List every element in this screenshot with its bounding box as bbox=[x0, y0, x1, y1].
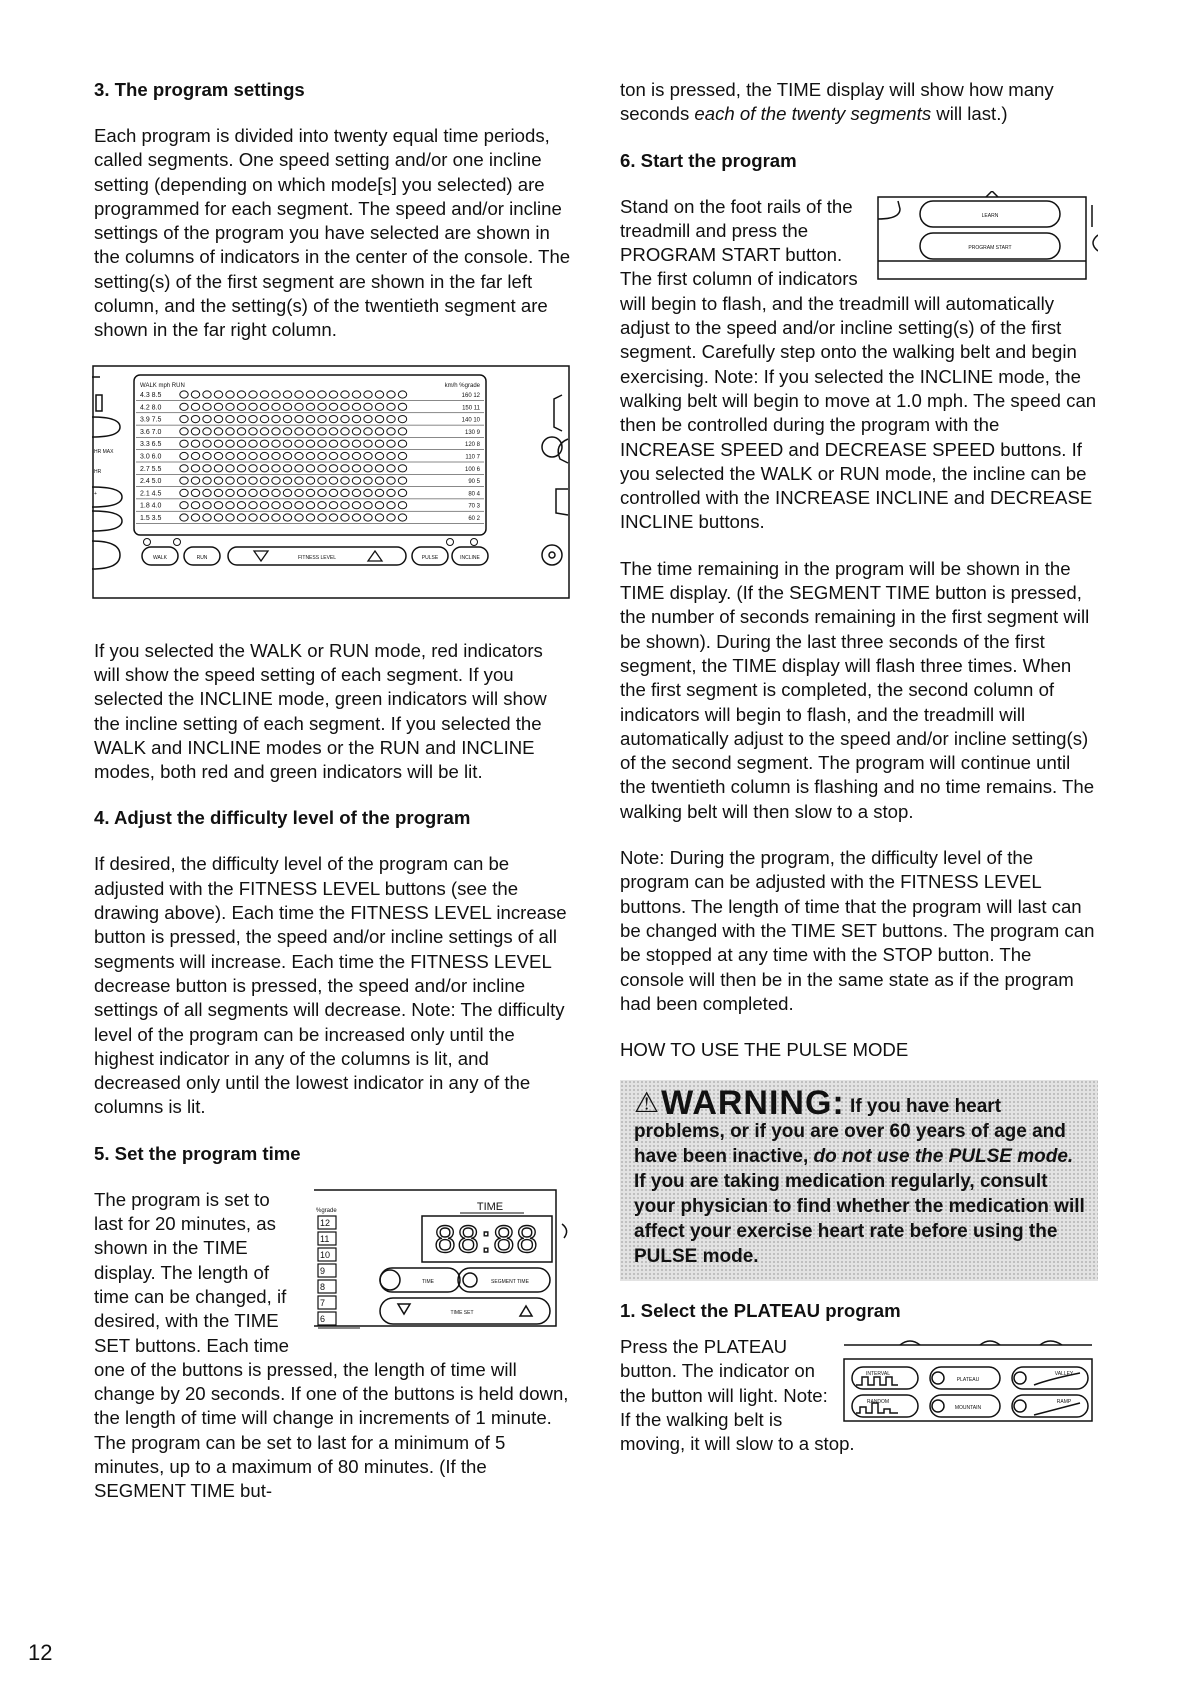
svg-text:+: + bbox=[94, 490, 97, 497]
console-right-value: 60 2 bbox=[468, 515, 480, 522]
grade-value: 6 bbox=[320, 1313, 326, 1324]
console-speed-label: 2.7 5.5 bbox=[140, 465, 162, 473]
console-indicator-figure bbox=[92, 365, 570, 615]
console-right-value: 120 8 bbox=[464, 441, 480, 448]
console-right-value: 130 9 bbox=[464, 429, 480, 436]
continued-tail: will last.) bbox=[931, 103, 1008, 125]
warning-icon: ⚠ bbox=[634, 1087, 660, 1119]
grade-value: 12 bbox=[320, 1217, 331, 1228]
random-label: RANDOM bbox=[866, 1399, 890, 1406]
console-button-label: PULSE bbox=[421, 554, 439, 561]
time-button-label: TIME bbox=[422, 1278, 434, 1285]
console-header-right: km/h %grade bbox=[444, 382, 480, 389]
ramp-label: RAMP bbox=[1056, 1399, 1072, 1406]
pulse-mode-heading: HOW TO USE THE PULSE MODE bbox=[620, 1039, 909, 1061]
section-3-paragraph-1: Each program is divided into twenty equal time periods, called segments. One speed setting and/or one incline setting (depending on which mode[s] you selected) are programmed for each segment. The speed and/or incline settings of the program you have selected are shown in the columns of indicators in the center of the console. The setting(s) of the first segment are shown in the far left column, and the setting(s) of the twentieth segment are shown in the far right column. bbox=[94, 125, 571, 341]
warning-text-a: If you have heart problems, or if you are over 60 years of age and have been inactive, bbox=[634, 1096, 1066, 1168]
svg-text:HR MAX: HR MAX bbox=[94, 448, 114, 455]
right-column bbox=[620, 78, 1098, 1479]
plateau-buttons-figure bbox=[840, 1337, 1098, 1423]
time-set-button-label: TIME SET bbox=[450, 1309, 474, 1316]
console-speed-label: 2.4 5.0 bbox=[140, 477, 162, 485]
interval-label: INTERVAL bbox=[866, 1371, 890, 1378]
svg-text:HR: HR bbox=[94, 468, 102, 475]
left-column bbox=[94, 78, 572, 1526]
console-right-value: 70 3 bbox=[468, 503, 480, 510]
console-right-value: 90 5 bbox=[468, 478, 480, 485]
console-speed-label: 3.6 7.0 bbox=[140, 428, 162, 436]
section-4-heading: 4. Adjust the difficulty level of the program bbox=[94, 807, 471, 829]
grade-value: 8 bbox=[320, 1281, 326, 1292]
program-start-figure bbox=[876, 191, 1098, 283]
continued-paragraph bbox=[620, 78, 1098, 127]
section-6-paragraph-3: Note: During the program, the difficulty level of the program can be adjusted with the FITNESS LEVEL buttons. The length of time that the program will last can be changed with the TIME SET buttons. The program can be stopped at any time with the STOP button. The console will then be in the same state as if the program had been completed. bbox=[620, 847, 1095, 1014]
warning-italic: do not use the PULSE mode. bbox=[813, 1146, 1074, 1168]
console-button-label: WALK bbox=[153, 554, 167, 561]
console-speed-label: 3.0 6.0 bbox=[140, 453, 162, 461]
console-right-value: 80 4 bbox=[468, 491, 480, 498]
continued-text: ton is pressed, the TIME display will show how many seconds bbox=[620, 79, 1054, 125]
console-button-label: FITNESS LEVEL bbox=[297, 554, 337, 561]
console-right-value: 100 6 bbox=[464, 466, 480, 473]
section-5-paragraph-1: The program is set to last for 20 minutes, as shown in the TIME display. The length of time can be changed, if desired, with the TIME SET buttons. Each time one of the buttons is pressed, the length of time will change by 20 seconds. If one of the buttons is held down, the length of time will change in increments of 1 minute. The program can be set to last for a minimum of 5 minutes, up to a maximum of 80 minutes. (If the SEGMENT TIME but- bbox=[94, 1188, 569, 1502]
console-button-label: RUN bbox=[196, 554, 208, 561]
console-right-value: 140 10 bbox=[461, 417, 480, 424]
mountain-label: MOUNTAIN bbox=[954, 1405, 982, 1412]
warning-label: WARNING: bbox=[661, 1084, 845, 1123]
console-speed-label: 4.2 8.0 bbox=[140, 403, 162, 411]
time-digits: 88:88 bbox=[434, 1218, 540, 1261]
console-right-value: 160 12 bbox=[461, 392, 480, 399]
time-label: TIME bbox=[476, 1200, 504, 1213]
grade-value: 9 bbox=[320, 1265, 326, 1276]
learn-button-label: LEARN bbox=[981, 212, 999, 219]
plateau-label: PLATEAU bbox=[956, 1377, 980, 1384]
continued-italic: each of the twenty segments bbox=[694, 103, 932, 125]
console-speed-label: 1.5 3.5 bbox=[140, 514, 162, 522]
section-5-heading: 5. Set the program time bbox=[94, 1142, 301, 1164]
section-4-paragraph-1: If desired, the difficulty level of the program can be adjusted with the FITNESS LEVEL buttons (see the drawing above). Each time the FITNESS LEVEL increase button is pressed, the speed and/or incline settings of all segments will increase. Each time the FITNESS LEVEL decrease button is pressed, the speed and/or incline settings of all segments will decrease. Note: The difficulty level of the program can be increased only until the highest indicator in any of the columns is lit, and decreased only until the lowest indicator in any of the columns is lit. bbox=[94, 853, 567, 1118]
console-header-left: WALK mph RUN bbox=[140, 382, 185, 389]
warning-text-b: If you are taking medication regularly, consult your physician to find whether the medication will affect your exercise heart rate before using the PULSE mode. bbox=[634, 1171, 1085, 1268]
console-speed-label: 3.3 6.5 bbox=[140, 440, 162, 448]
grade-value: 10 bbox=[320, 1249, 331, 1260]
section-6-heading: 6. Start the program bbox=[620, 149, 797, 171]
time-display-figure bbox=[310, 1186, 572, 1332]
section-3-heading: 3. The program settings bbox=[94, 79, 305, 100]
grade-value: 11 bbox=[320, 1233, 330, 1244]
page-number: 12 bbox=[28, 1640, 53, 1665]
segment-time-button-label: SEGMENT TIME bbox=[491, 1278, 529, 1285]
grade-value: 7 bbox=[320, 1297, 326, 1308]
console-speed-label: 2.1 4.5 bbox=[140, 490, 162, 498]
section-3-paragraph-2: If you selected the WALK or RUN mode, red indicators will show the speed setting of each segment. If you selected the INCLINE mode, green indicators will show the incline setting of each segment. If you selected the WALK and INCLINE modes or the RUN and INCLINE modes, both red and green indicators will be lit. bbox=[94, 639, 547, 783]
pulse-step-1-heading: 1. Select the PLATEAU program bbox=[620, 1300, 901, 1322]
pulse-step-1-paragraph: Press the PLATEAU button. The indicator on the button will light. Note: If the walking belt is moving, it will slow to a stop. bbox=[620, 1336, 855, 1455]
section-6-paragraph-1: Stand on the foot rails of the treadmill and press the PROGRAM START button. The first column of indicators will begin to flash, and the treadmill will automatically adjust to the speed and/or incline setting(s) of the first segment. Carefully step onto the walking belt and begin exercising. Note: If you selected the INCLINE mode, the walking belt will begin to move at 1.0 mph. The speed can then be controlled during the program with the INCREASE SPEED and DECREASE SPEED buttons. If you selected the WALK or RUN mode, the incline can be controlled with the INCREASE INCLINE and DECREASE INCLINE buttons. bbox=[620, 195, 1097, 533]
console-speed-label: 4.3 8.5 bbox=[140, 391, 162, 399]
grade-label: %grade bbox=[316, 1207, 337, 1214]
program-start-button-label: PROGRAM START bbox=[968, 244, 1012, 251]
section-6-paragraph-2: The time remaining in the program will be shown in the TIME display. (If the SEGMENT TIME button is pressed, the number of seconds remaining in the first segment will be shown). During the last three seconds of the first segment, the TIME display will flash three times. When the first segment is completed, the second column of indicators will begin to flash, and the treadmill will automatically adjust to the speed and/or incline setting(s) of the second segment. The program will continue until the twentieth column is flashing and no time remains. The walking belt will then slow to a stop. bbox=[620, 557, 1095, 822]
console-speed-label: 1.8 4.0 bbox=[140, 502, 162, 510]
console-right-value: 150 11 bbox=[462, 404, 480, 411]
console-speed-label: 3.9 7.5 bbox=[140, 416, 162, 424]
valley-label: VALLEY bbox=[1054, 1371, 1074, 1378]
console-button-label: INCLINE bbox=[460, 554, 480, 561]
warning-box bbox=[620, 1080, 1098, 1281]
console-right-value: 110 7 bbox=[465, 454, 480, 461]
